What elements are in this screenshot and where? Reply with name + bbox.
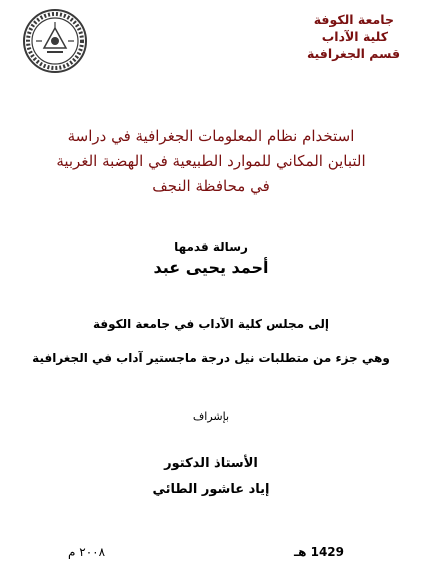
- author-name: أحمد يحيى عبد: [153, 258, 269, 277]
- thesis-title-line-2: التباين المكاني للموارد الطبيعية في الهضبة الغربية: [56, 152, 366, 170]
- gregorian-date: ٢٠٠٨ م: [68, 545, 106, 559]
- supervisor-title: الأستاذ الدكتور: [164, 456, 258, 471]
- university-seal-icon: [22, 8, 88, 74]
- submitted-to-council: إلى مجلس كلية الآداب في جامعة الكوفة: [92, 317, 330, 331]
- supervision-label: بإشراف: [192, 410, 230, 423]
- department-name: قسم الجغرافية: [306, 46, 400, 61]
- submitted-by-label: رسالة قدمها: [174, 240, 248, 254]
- thesis-title-line-3: في محافظة النجف: [152, 177, 270, 195]
- college-name: كلية الآداب: [321, 29, 388, 44]
- supervisor-name: إياد عاشور الطائي: [152, 482, 270, 497]
- thesis-title-line-1: استخدام نظام المعلومات الجغرافية في دراسة: [67, 127, 355, 145]
- degree-requirement: وهي جزء من متطلبات نيل درجة ماجستير آداب في الجغرافية: [32, 351, 390, 365]
- hijri-date: 1429 هـ: [293, 545, 344, 559]
- university-name: جامعة الكوفة: [313, 12, 394, 27]
